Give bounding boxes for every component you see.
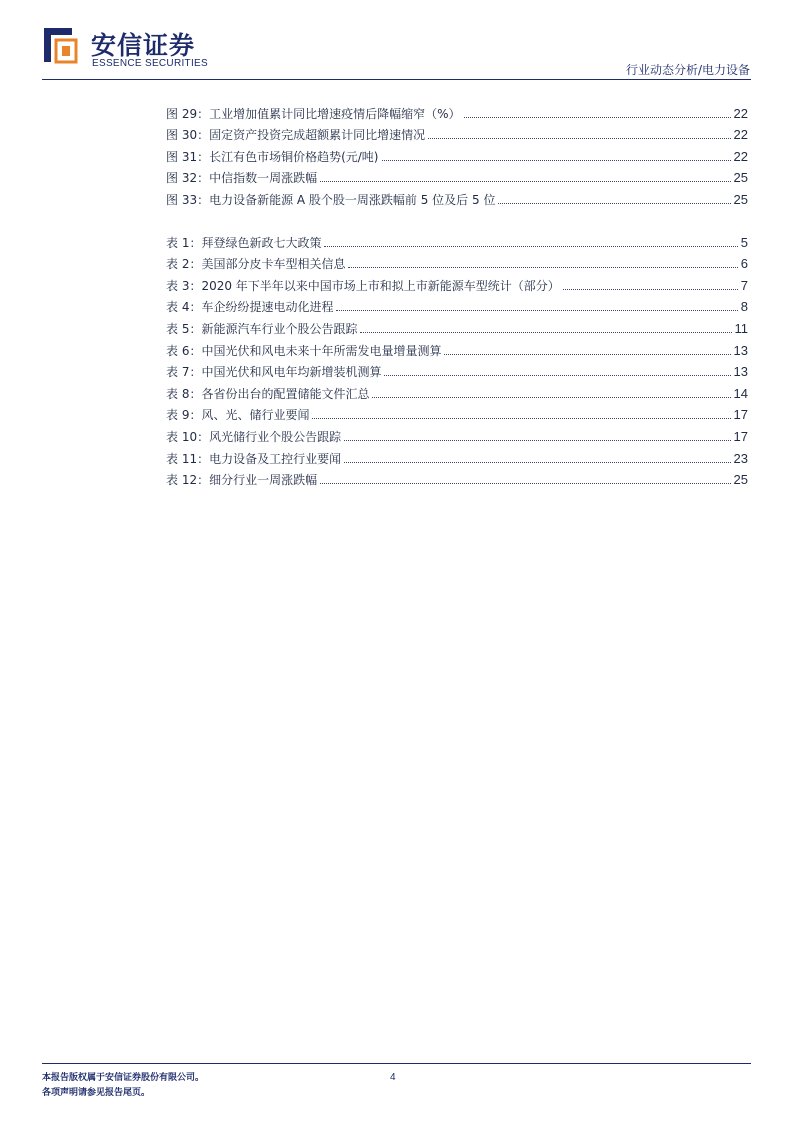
table-index-entry[interactable] bbox=[166, 250, 748, 272]
toc-entry-page[interactable]: 5 bbox=[740, 234, 748, 250]
toc-entry-label[interactable]: 表 7：中国光伏和风电年均新增装机测算 bbox=[166, 365, 382, 380]
table-index-entry[interactable] bbox=[166, 466, 748, 488]
toc-entry-label[interactable]: 表 3：2020 年下半年以来中国市场上市和拟上市新能源车型统计（部分） bbox=[166, 278, 560, 293]
toc-entry-label[interactable]: 图 33：电力设备新能源 A 股个股一周涨跌幅前 5 位及后 5 位 bbox=[166, 192, 496, 207]
figure-index-entry[interactable] bbox=[166, 99, 748, 121]
dot-leader bbox=[444, 354, 730, 355]
table-index-entry[interactable] bbox=[166, 314, 748, 336]
figure-index-entry[interactable] bbox=[166, 142, 748, 164]
dot-leader bbox=[320, 483, 730, 484]
page-number: 4 bbox=[390, 1072, 396, 1083]
toc-entry-label[interactable]: 图 30：固定资产投资完成超额累计同比增速情况 bbox=[166, 128, 426, 143]
dot-leader bbox=[336, 310, 737, 311]
table-index-entry[interactable] bbox=[166, 422, 748, 444]
dot-leader bbox=[372, 397, 730, 398]
toc-entry-label[interactable]: 表 4：车企纷纷提速电动化进程 bbox=[166, 300, 334, 315]
toc-entry-page[interactable]: 22 bbox=[733, 127, 748, 143]
figure-index-list bbox=[166, 99, 748, 207]
table-index-entry[interactable] bbox=[166, 379, 748, 401]
dot-leader bbox=[312, 418, 730, 419]
toc-entry-page[interactable]: 17 bbox=[733, 407, 748, 423]
toc-entry-label[interactable]: 图 31：长江有色市场铜价格趋势(元/吨) bbox=[166, 149, 379, 164]
table-index-entry[interactable] bbox=[166, 336, 748, 358]
table-index-entry[interactable] bbox=[166, 271, 748, 293]
disclaimer-notice: 各项声明请参见报告尾页。 bbox=[42, 1088, 151, 1098]
table-index-entry[interactable] bbox=[166, 444, 748, 466]
toc-entry-page[interactable]: 13 bbox=[733, 364, 748, 380]
dot-leader bbox=[324, 246, 737, 247]
toc-entry-label[interactable]: 图 32：中信指数一周涨跌幅 bbox=[166, 171, 318, 186]
brand-name-cn: 安信证券 bbox=[91, 31, 196, 60]
figure-index-entry[interactable] bbox=[166, 121, 748, 143]
toc-entry-page[interactable]: 25 bbox=[733, 170, 748, 186]
toc-entry-page[interactable]: 11 bbox=[734, 320, 748, 336]
toc-entry-label[interactable]: 图 29：工业增加值累计同比增速疫情后降幅缩窄（%） bbox=[166, 106, 461, 121]
report-section-title: 行业动态分析/电力设备 bbox=[625, 63, 750, 77]
dot-leader bbox=[563, 289, 738, 290]
footer-divider bbox=[42, 1063, 751, 1064]
dot-leader bbox=[382, 160, 731, 161]
dot-leader bbox=[348, 267, 737, 268]
dot-leader bbox=[344, 440, 730, 441]
dot-leader bbox=[428, 138, 730, 139]
toc-entry-page[interactable]: 17 bbox=[733, 428, 748, 444]
table-index-list bbox=[166, 228, 748, 487]
toc-entry-label[interactable]: 表 11：电力设备及工控行业要闻 bbox=[166, 451, 342, 466]
toc-entry-label[interactable]: 表 12：细分行业一周涨跌幅 bbox=[166, 473, 318, 488]
table-index-entry[interactable] bbox=[166, 401, 748, 423]
dot-leader bbox=[360, 332, 731, 333]
toc-entry-page[interactable]: 22 bbox=[733, 105, 748, 121]
table-index-entry[interactable] bbox=[166, 228, 748, 250]
dot-leader bbox=[498, 203, 730, 204]
dot-leader bbox=[464, 117, 731, 118]
toc-entry-page[interactable]: 8 bbox=[740, 299, 748, 315]
toc-entry-label[interactable]: 表 5：新能源汽车行业个股公告跟踪 bbox=[166, 321, 358, 336]
figure-index-entry[interactable] bbox=[166, 164, 748, 186]
toc-entry-page[interactable]: 25 bbox=[733, 472, 748, 488]
toc-entry-page[interactable]: 23 bbox=[733, 450, 748, 466]
essence-logo-icon bbox=[42, 26, 78, 64]
toc-entry-label[interactable]: 表 6：中国光伏和风电未来十年所需发电量增量测算 bbox=[166, 343, 442, 358]
toc-entry-label[interactable]: 表 1：拜登绿色新政七大政策 bbox=[166, 235, 322, 250]
toc-entry-label[interactable]: 表 8：各省份出台的配置储能文件汇总 bbox=[166, 386, 370, 401]
figure-index-entry[interactable] bbox=[166, 185, 748, 207]
table-index-entry[interactable] bbox=[166, 293, 748, 315]
toc-entry-page[interactable]: 25 bbox=[733, 191, 748, 207]
toc-entry-page[interactable]: 13 bbox=[733, 342, 748, 358]
table-index-entry[interactable] bbox=[166, 358, 748, 380]
toc-entry-label[interactable]: 表 2：美国部分皮卡车型相关信息 bbox=[166, 257, 346, 272]
toc-entry-page[interactable]: 14 bbox=[733, 385, 748, 401]
brand-name-en: ESSENCE SECURITIES bbox=[92, 58, 208, 69]
toc-entry-label[interactable]: 表 9：风、光、储行业要闻 bbox=[166, 408, 310, 423]
toc-entry-label[interactable]: 表 10：风光储行业个股公告跟踪 bbox=[166, 429, 342, 444]
toc-entry-page[interactable]: 7 bbox=[740, 277, 748, 293]
dot-leader bbox=[320, 181, 730, 182]
toc-entry-page[interactable]: 6 bbox=[740, 256, 748, 272]
dot-leader bbox=[344, 462, 730, 463]
toc-entry-page[interactable]: 22 bbox=[733, 148, 748, 164]
header-divider bbox=[42, 79, 751, 80]
copyright-notice: 本报告版权属于安信证券股份有限公司。 bbox=[42, 1073, 205, 1083]
dot-leader bbox=[384, 375, 730, 376]
